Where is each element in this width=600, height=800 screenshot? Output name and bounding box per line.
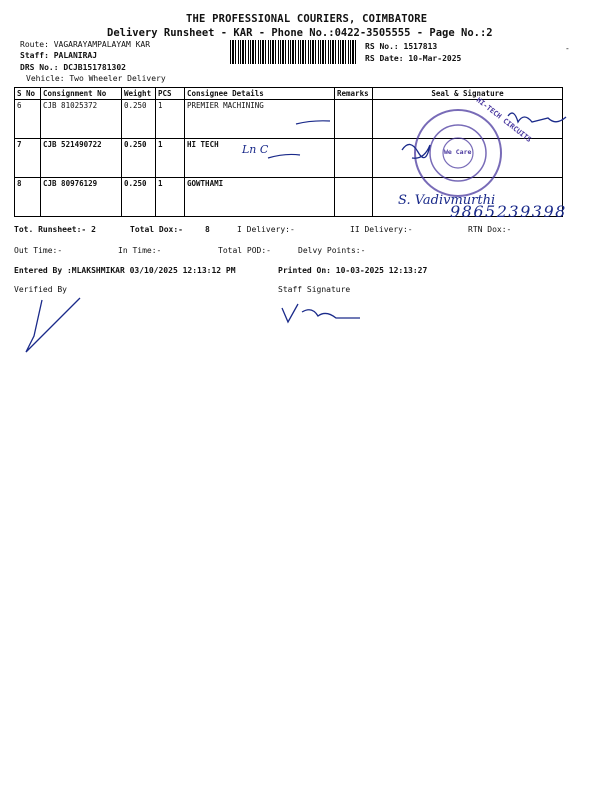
- cell-sno: 8: [15, 178, 41, 217]
- runsheet-subtitle: Delivery Runsheet - KAR - Phone No.:0422-3505555 - Page No.:2: [107, 27, 493, 39]
- cell-sno: 6: [15, 100, 41, 139]
- cell-consignee: HI TECH: [185, 139, 335, 178]
- handwritten-row7-note: Ln C: [242, 143, 269, 156]
- col-header-seal: Seal & Signature: [373, 88, 563, 100]
- out-time: Out Time:-: [14, 246, 63, 255]
- handwritten-receiver-name: S. Vadivmurthi: [398, 193, 496, 208]
- handwritten-mark: [268, 154, 300, 158]
- stamp-ring-text: HI-TECH CIRCUITS: [474, 96, 533, 144]
- col-header-sno: S No: [15, 88, 41, 100]
- cell-weight: 0.250: [122, 178, 156, 217]
- dash-mark: -: [565, 44, 570, 53]
- handwritten-receiver-phone: 9865239398: [450, 202, 567, 221]
- cell-pcs: 1: [156, 100, 185, 139]
- total-dox-label: Total Dox:-: [130, 225, 183, 234]
- staff-label: Staff: PALANIRAJ: [20, 51, 98, 60]
- handwritten-mark: [296, 121, 330, 124]
- rs-date: RS Date: 10-Mar-2025: [365, 54, 462, 63]
- col-header-pcs: PCS: [156, 88, 185, 100]
- col-header-consignment: Consignment No: [41, 88, 122, 100]
- route-label: Route: VAGARAYAMPALAYAM KAR: [20, 40, 151, 49]
- cell-consignment: CJB 521490722: [41, 139, 122, 178]
- cell-pcs: 1: [156, 178, 185, 217]
- stamp-center-text: We Care: [444, 148, 472, 156]
- rs-number: RS No.: 1517813: [365, 42, 438, 51]
- entered-by: Entered By :MLAKSHMIKAR 03/10/2025 12:13:12 PM: [14, 266, 236, 275]
- verifier-signature: [26, 298, 80, 352]
- printed-on: Printed On: 10-03-2025 12:13:27: [278, 266, 428, 275]
- ii-delivery: II Delivery:-: [350, 225, 413, 234]
- i-delivery: I Delivery:-: [237, 225, 295, 234]
- drs-number: DRS No.: DCJB151781302: [20, 63, 126, 72]
- cell-pcs: 1: [156, 139, 185, 178]
- total-dox-value: 8: [205, 225, 210, 234]
- cell-weight: 0.250: [122, 139, 156, 178]
- col-header-consignee: Consignee Details: [185, 88, 335, 100]
- cell-sno: 7: [15, 139, 41, 178]
- consignee-signature: [508, 113, 566, 122]
- verified-by-label: Verified By: [14, 285, 67, 294]
- rtn-dox: RTN Dox:-: [468, 225, 512, 234]
- col-header-remarks: Remarks: [335, 88, 373, 100]
- company-title: THE PROFESSIONAL COURIERS, COIMBATORE: [186, 13, 428, 25]
- cell-consignment: CJB 80976129: [41, 178, 122, 217]
- cell-consignee: GOWTHAMI: [185, 178, 335, 217]
- cell-consignment: CJB 81025372: [41, 100, 122, 139]
- cell-weight: 0.250: [122, 100, 156, 139]
- staff-signature-label: Staff Signature: [278, 285, 351, 294]
- tot-runsheet: Tot. Runsheet:- 2: [14, 225, 96, 234]
- vehicle-label: Vehicle: Two Wheeler Delivery: [26, 74, 166, 83]
- cell-consignee: PREMIER MACHINING: [185, 100, 335, 139]
- in-time: In Time:-: [118, 246, 162, 255]
- staff-signature-scribble: [282, 304, 360, 322]
- delvy-points: Delvy Points:-: [298, 246, 366, 255]
- total-pod: Total POD:-: [218, 246, 271, 255]
- col-header-weight: Weight: [122, 88, 156, 100]
